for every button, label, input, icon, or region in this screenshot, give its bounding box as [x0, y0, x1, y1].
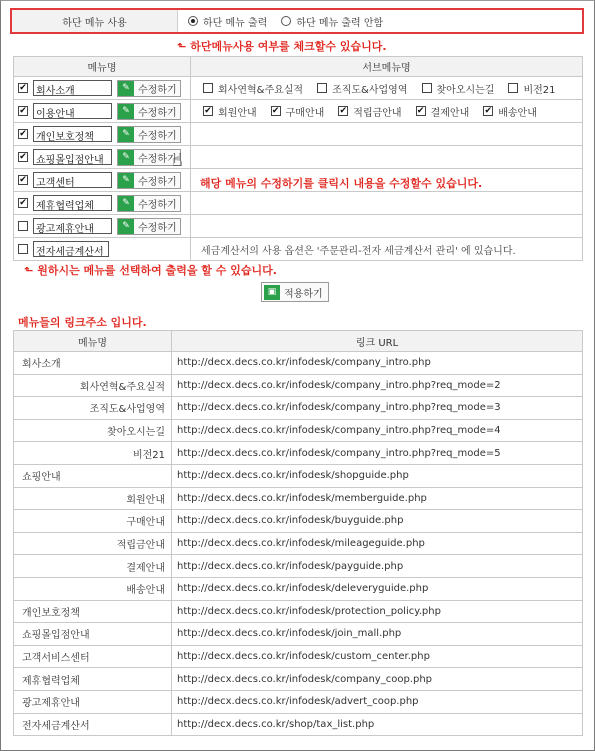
sub-menu-cell [191, 100, 583, 123]
pencil-icon: ✎ [118, 173, 134, 188]
edit-button[interactable] [117, 80, 181, 97]
pencil-icon: ✎ [118, 150, 134, 165]
header-sub-menu-name: 서브메뉴명 [191, 57, 583, 77]
link-url: http://decx.decs.co.kr/infodesk/buyguide.php [172, 510, 583, 533]
menu-name-input[interactable]: 개인보호정책 [33, 126, 112, 142]
link-menu-name: 쇼핑몰입점안내 [14, 623, 172, 646]
hint-select [24, 262, 277, 278]
sub-menu-label: 비전21 [523, 84, 556, 96]
sub-menu-cell [191, 77, 583, 100]
link-menu-name: 회원안내 [14, 487, 172, 510]
sub-menu-list [191, 100, 582, 122]
menu-cell [14, 100, 191, 123]
link-row [14, 713, 583, 736]
link-row [14, 374, 583, 397]
sub-menu-item[interactable] [508, 81, 555, 96]
menu-name-input[interactable]: 쇼핑몰입점안내 [33, 149, 112, 165]
up-arrow-icon: ⬑ [24, 263, 34, 277]
edit-button-label: 수정하기 [138, 153, 177, 165]
edit-button[interactable] [117, 195, 181, 212]
radio-output-on-label: 하단 메뉴 출력 [203, 17, 268, 29]
sub-menu-label: 배송안내 [498, 107, 537, 119]
link-url: http://decx.decs.co.kr/infodesk/deleveryguide.php [172, 577, 583, 600]
bottom-menu-use-label: 하단 메뉴 사용 [12, 10, 178, 32]
sub-menu-item[interactable] [338, 104, 401, 119]
header-link-url: 링크 URL [172, 331, 583, 352]
menu-cell-content [14, 146, 190, 168]
pencil-icon: ✎ [118, 104, 134, 119]
sub-menu-cell [191, 123, 583, 146]
menu-checkbox[interactable] [18, 221, 28, 231]
menu-checkbox[interactable]: ✔ [19, 82, 27, 93]
menu-name-input[interactable]: 제휴협력업체 [33, 195, 112, 211]
menu-row [14, 123, 583, 146]
sub-menu-checkbox[interactable]: ✔ [339, 105, 348, 116]
link-menu-name: 고객서비스센터 [14, 645, 172, 668]
hint-check-text: 하단메뉴사용 여부를 체크할수 있습니다. [190, 40, 387, 53]
menu-row [14, 77, 583, 100]
edit-button-label: 수정하기 [138, 199, 177, 211]
menu-checkbox[interactable]: ✔ [19, 174, 27, 185]
menu-cell-content [14, 238, 190, 260]
menu-cell [14, 123, 191, 146]
link-url: http://decx.decs.co.kr/infodesk/shopguide.php [172, 464, 583, 487]
link-menu-name: 개인보호정책 [14, 600, 172, 623]
link-menu-name: 회사연혁&주요실적 [14, 374, 172, 397]
sub-menu-checkbox[interactable] [203, 83, 213, 93]
menu-checkbox[interactable]: ✔ [19, 197, 27, 208]
sub-menu-cell [191, 146, 583, 169]
link-menu-name: 구매안내 [14, 510, 172, 533]
sub-menu-item[interactable] [203, 81, 303, 96]
sub-menu-checkbox[interactable] [317, 83, 327, 93]
link-menu-name: 배송안내 [14, 577, 172, 600]
sub-menu-cell [191, 192, 583, 215]
link-row [14, 464, 583, 487]
sub-menu-label: 구매안내 [285, 107, 325, 119]
link-row [14, 510, 583, 533]
link-url: http://decx.decs.co.kr/infodesk/advert_coop.php [172, 690, 583, 713]
link-table-header [14, 331, 583, 352]
pencil-icon: ✎ [118, 196, 134, 211]
pencil-icon: ✎ [118, 127, 134, 142]
sub-menu-checkbox[interactable] [508, 83, 518, 93]
menu-row [14, 100, 583, 123]
menu-cell-content [14, 77, 190, 99]
sub-menu-item[interactable] [422, 81, 495, 96]
menu-checkbox[interactable]: ✔ [19, 151, 27, 162]
sub-menu-cell [191, 215, 583, 238]
sub-menu-label: 결제안내 [430, 107, 470, 119]
menu-name-input[interactable]: 이용안내 [33, 103, 112, 119]
hint-links-text: 메뉴들의 링크주소 입니다. [18, 316, 147, 329]
sub-menu-cell [191, 238, 583, 261]
menu-cell-content [14, 123, 190, 145]
radio-output-off[interactable] [281, 14, 383, 29]
link-row [14, 442, 583, 465]
menu-name-input[interactable]: 광고제휴안내 [33, 218, 112, 234]
bottom-menu-option-bar [10, 8, 584, 34]
up-arrow-icon: ⬑ [177, 39, 187, 53]
sub-menu-label: 회원안내 [218, 107, 257, 119]
link-row [14, 397, 583, 420]
menu-row [14, 238, 583, 261]
menu-cell [14, 192, 191, 215]
radio-output-off-label: 하단 메뉴 출력 안함 [296, 17, 384, 29]
hint-check [177, 38, 387, 54]
header-menu-name: 메뉴명 [14, 57, 191, 77]
menu-checkbox[interactable]: ✔ [19, 128, 27, 139]
sub-menu-checkbox[interactable]: ✔ [204, 105, 212, 116]
edit-button-label: 수정하기 [138, 130, 177, 142]
link-menu-name: 결제안내 [14, 555, 172, 578]
menu-cell [14, 169, 191, 192]
link-url: http://decx.decs.co.kr/infodesk/mileageguide.php [172, 532, 583, 555]
sub-menu-checkbox[interactable]: ✔ [484, 105, 492, 116]
edit-button[interactable] [117, 218, 181, 235]
menu-cell-content [14, 192, 190, 214]
link-row [14, 668, 583, 691]
link-menu-name: 전자세금계산서 [14, 713, 172, 736]
header-menu-name: 메뉴명 [14, 331, 172, 352]
link-menu-name: 찾아오시는길 [14, 419, 172, 442]
hint-links [18, 314, 147, 330]
edit-button[interactable] [117, 126, 181, 143]
menu-name-input[interactable]: 고객센터 [33, 172, 112, 188]
link-url: http://decx.decs.co.kr/infodesk/protection_policy.php [172, 600, 583, 623]
pencil-icon: ✎ [118, 219, 134, 234]
link-row [14, 577, 583, 600]
radio-unselected-icon[interactable] [281, 16, 291, 26]
link-menu-name: 회사소개 [14, 352, 172, 375]
sub-menu-checkbox[interactable]: ✔ [271, 105, 280, 116]
link-url: http://decx.decs.co.kr/infodesk/company_coop.php [172, 668, 583, 691]
hand-cursor-icon: ☝ [172, 150, 183, 171]
link-row [14, 600, 583, 623]
link-menu-name: 제휴협력업체 [14, 668, 172, 691]
link-url: http://decx.decs.co.kr/infodesk/payguide.php [172, 555, 583, 578]
edit-button-label: 수정하기 [138, 107, 177, 119]
edit-button[interactable] [117, 172, 181, 189]
link-row [14, 352, 583, 375]
hint-select-text: 원하시는 메뉴를 선택하여 출력을 할 수 있습니다. [37, 264, 277, 277]
link-row [14, 487, 583, 510]
link-menu-name: 조직도&사업영역 [14, 397, 172, 420]
link-row [14, 645, 583, 668]
link-url: http://decx.decs.co.kr/infodesk/company_intro.php?req_mode=2 [172, 374, 583, 397]
menu-row [14, 215, 583, 238]
menu-cell-content [14, 100, 190, 122]
link-row [14, 690, 583, 713]
bottom-menu-radio-group [178, 10, 383, 32]
menu-cell [14, 215, 191, 238]
menu-name-input[interactable]: 회사소개 [33, 80, 112, 96]
menu-row [14, 192, 583, 215]
sub-menu-label: 찾아오시는길 [436, 84, 495, 96]
link-row [14, 419, 583, 442]
menu-cell [14, 77, 191, 100]
menu-checkbox[interactable]: ✔ [19, 105, 27, 116]
link-url: http://decx.decs.co.kr/infodesk/join_mall.php [172, 623, 583, 646]
sub-menu-label: 회사연혁&주요실적 [218, 84, 304, 96]
menu-cell-content [14, 215, 190, 237]
sub-menu-list [191, 77, 582, 99]
menu-checkbox[interactable] [18, 244, 28, 254]
hint-edit [200, 175, 482, 191]
tax-invoice-note: 세금계산서의 사용 옵션은 '주문관리-전자 세금계산서 관리' 에 있습니다. [201, 245, 516, 257]
link-url: http://decx.decs.co.kr/infodesk/custom_center.php [172, 645, 583, 668]
link-url: http://decx.decs.co.kr/infodesk/company_intro.php?req_mode=4 [172, 419, 583, 442]
sub-menu-item[interactable] [203, 104, 257, 119]
link-url: http://decx.decs.co.kr/shop/tax_list.php [172, 713, 583, 736]
sub-menu-label: 조직도&사업영역 [332, 84, 408, 96]
menu-cell [14, 238, 191, 261]
pencil-icon: ✎ [118, 81, 134, 96]
link-url: http://decx.decs.co.kr/infodesk/company_intro.php [172, 352, 583, 375]
link-menu-name: 쇼핑안내 [14, 464, 172, 487]
hint-edit-text: 해당 메뉴의 수정하기를 클릭시 내용을 수정할수 있습니다. [200, 177, 483, 190]
sub-menu-item[interactable] [271, 104, 325, 119]
link-row [14, 555, 583, 578]
radio-selected-icon[interactable] [188, 16, 198, 26]
edit-button[interactable] [117, 103, 181, 120]
apply-button[interactable] [261, 282, 329, 302]
link-url-table [13, 330, 583, 736]
link-row [14, 623, 583, 646]
edit-button-label: 수정하기 [138, 176, 177, 188]
edit-button-label: 수정하기 [138, 222, 177, 234]
sub-menu-item[interactable] [317, 81, 407, 96]
menu-table [13, 56, 583, 261]
link-menu-name: 광고제휴안내 [14, 690, 172, 713]
sub-menu-item[interactable] [416, 104, 470, 119]
menu-row [14, 146, 583, 169]
sub-menu-label: 적립금안내 [353, 107, 402, 119]
sub-menu-checkbox[interactable] [422, 83, 432, 93]
menu-name-input[interactable]: 전자세금계산서 [33, 241, 109, 257]
link-url: http://decx.decs.co.kr/infodesk/company_intro.php?req_mode=3 [172, 397, 583, 420]
menu-table-header [14, 57, 583, 77]
menu-cell [14, 146, 191, 169]
menu-cell-content [14, 169, 190, 191]
edit-button-label: 수정하기 [138, 84, 177, 96]
sub-menu-checkbox[interactable]: ✔ [416, 105, 425, 116]
link-url: http://decx.decs.co.kr/infodesk/company_intro.php?req_mode=5 [172, 442, 583, 465]
link-row [14, 532, 583, 555]
link-menu-name: 적립금안내 [14, 532, 172, 555]
sub-menu-item[interactable] [483, 104, 537, 119]
link-url: http://decx.decs.co.kr/infodesk/memberguide.php [172, 487, 583, 510]
radio-output-on[interactable] [188, 14, 267, 29]
link-menu-name: 비전21 [14, 442, 172, 465]
apply-button-label: 적용하기 [284, 288, 323, 300]
apply-icon: ▣ [264, 285, 280, 300]
